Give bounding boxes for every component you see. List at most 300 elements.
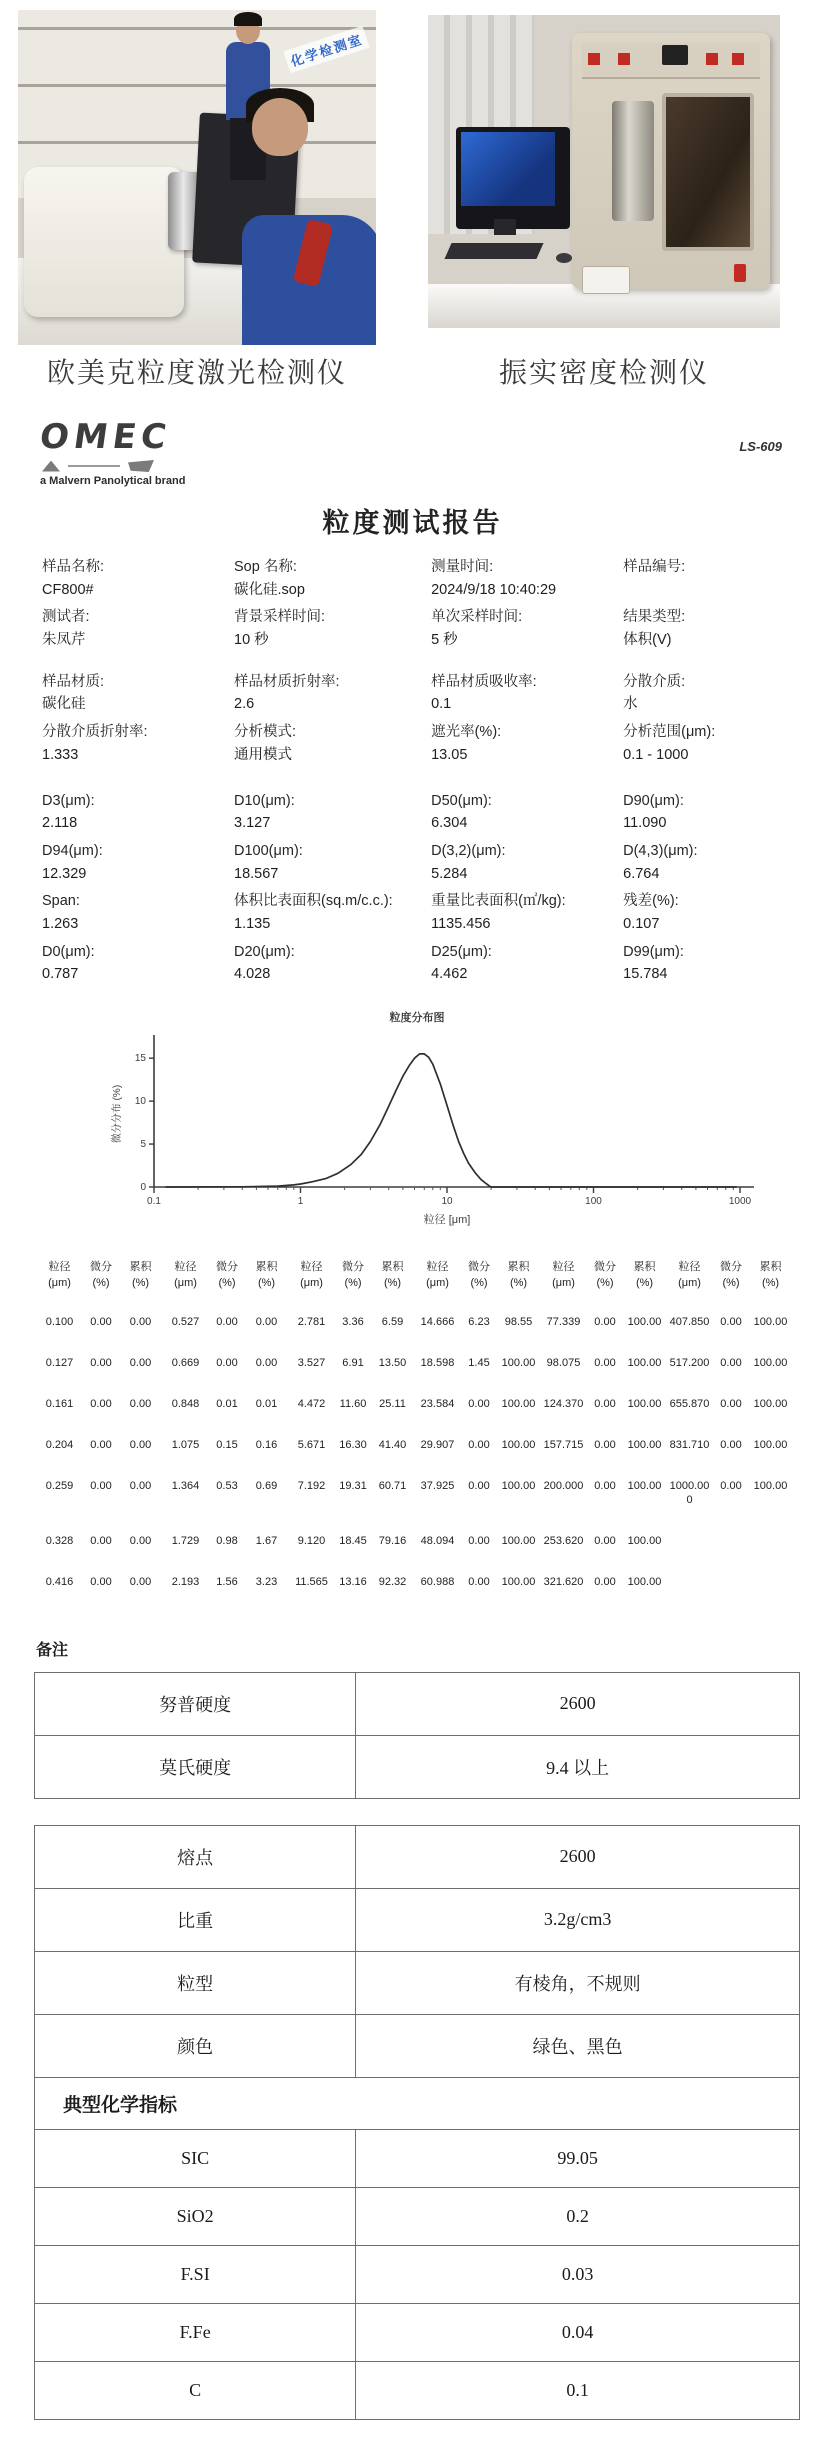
table-cell: 0.00 — [720, 1356, 742, 1369]
chem-section-header: 典型化学指标 — [35, 2077, 800, 2129]
table-cell — [713, 1562, 749, 1603]
table-cell: 0.00 — [468, 1535, 490, 1548]
row-label: 熔点 — [35, 1825, 356, 1888]
table-cell: 5.671 — [297, 1438, 326, 1451]
table-cell: 37.925 — [420, 1479, 455, 1492]
row-value: 2600 — [356, 1672, 800, 1735]
table-cell: 98.55 — [504, 1316, 533, 1329]
info-field — [42, 943, 234, 984]
field-label: D0(μm): — [42, 943, 95, 960]
info-field — [42, 892, 234, 933]
photo-laser-analyzer — [18, 10, 376, 345]
info-field — [623, 842, 800, 883]
table-cell: 0.01 — [255, 1397, 278, 1410]
table-row — [35, 2303, 800, 2361]
field-value: 0.1 - 1000 — [623, 746, 689, 763]
field-label: 结果类型: — [623, 609, 686, 626]
info-field — [431, 943, 623, 984]
logo-mark-icon — [42, 461, 60, 472]
field-value: 2.118 — [42, 815, 78, 832]
row-label: 粒型 — [35, 1951, 356, 2014]
chem-section-header-row — [35, 2077, 800, 2129]
table-cell: 0.16 — [255, 1438, 278, 1451]
table-cell: 0.00 — [720, 1438, 742, 1451]
field-label: 测量时间: — [431, 559, 494, 575]
table-header-cell: 粒径 (μm) — [300, 1261, 323, 1290]
table-cell: 0.00 — [468, 1397, 490, 1410]
table-cell: 0.00 — [720, 1397, 742, 1410]
field-value: 4.028 — [234, 966, 271, 983]
table-cell: 0.00 — [468, 1479, 490, 1492]
table-cell: 0.00 — [720, 1479, 742, 1492]
panel-button — [588, 53, 600, 65]
field-value: 2024/9/18 10:40:29 — [431, 581, 557, 598]
table-cell: 0.00 — [468, 1438, 490, 1451]
table-cell: 0.669 — [171, 1356, 200, 1369]
table-cell: 0.00 — [90, 1438, 112, 1451]
table-cell: 100.00 — [753, 1356, 788, 1369]
table-cell: 1.67 — [255, 1535, 278, 1548]
field-value: CF800# — [42, 581, 94, 598]
field-label: 样品名称: — [42, 559, 105, 575]
table-cell: 0.00 — [720, 1316, 742, 1329]
field-value: 13.05 — [431, 746, 468, 763]
field-value: 0.107 — [623, 916, 660, 932]
distribution-table — [36, 1256, 802, 1603]
field-label: 遮光率(%): — [431, 724, 502, 741]
seated-person-head — [252, 98, 308, 156]
table-cell: 100.00 — [753, 1438, 788, 1451]
info-field — [431, 892, 623, 933]
table-cell: 1000.000 — [669, 1479, 710, 1507]
table-cell: 0.00 — [255, 1316, 278, 1329]
field-value: 6.764 — [623, 865, 660, 882]
table-cell: 0.01 — [216, 1397, 238, 1410]
table-cell: 0.204 — [45, 1438, 74, 1451]
table-cell: 4.472 — [297, 1397, 326, 1410]
field-label: D90(μm): — [623, 792, 684, 809]
table-cell: 0.98 — [216, 1535, 238, 1548]
table-cell: 831.710 — [669, 1438, 710, 1451]
field-value: 6.304 — [431, 815, 468, 832]
panel-display — [662, 45, 688, 65]
info-field — [623, 558, 800, 599]
table-cell: 0.00 — [90, 1576, 112, 1589]
row-label: F.Fe — [35, 2303, 356, 2361]
info-field — [623, 892, 800, 933]
table-cell: 9.120 — [297, 1535, 326, 1548]
table-header-cell: 累积 (%) — [381, 1261, 404, 1290]
table-cell: 11.60 — [339, 1397, 367, 1410]
field-label: 样品材质吸收率: — [431, 673, 537, 690]
table-cell: 0.00 — [594, 1397, 616, 1410]
field-value: 0.787 — [42, 966, 79, 983]
pc-mouse — [556, 253, 572, 263]
table-cell: 13.16 — [339, 1576, 367, 1589]
table-cell: 0.00 — [90, 1316, 112, 1329]
table-cell: 0.00 — [129, 1535, 152, 1548]
table-cell: 0.00 — [594, 1576, 616, 1589]
table-header-cell: 累积 (%) — [633, 1261, 656, 1290]
table-cell — [666, 1521, 713, 1562]
table-cell: 100.00 — [753, 1316, 788, 1329]
info-field — [623, 723, 800, 764]
table-cell: 0.00 — [129, 1479, 152, 1492]
field-value: 12.329 — [42, 865, 87, 882]
table-cell — [749, 1521, 792, 1562]
table-cell: 0.00 — [129, 1397, 152, 1410]
info-field — [234, 943, 431, 984]
table-cell: 3.527 — [297, 1356, 326, 1369]
table-header-cell: 粒径 (μm) — [426, 1261, 449, 1290]
table-cell: 407.850 — [669, 1316, 710, 1329]
table-cell: 1.45 — [468, 1356, 490, 1369]
field-value: 1.135 — [234, 916, 271, 932]
info-field — [42, 673, 234, 714]
table-row — [35, 2245, 800, 2303]
table-cell: 0.328 — [45, 1535, 74, 1548]
table-header-cell: 累积 (%) — [759, 1261, 782, 1290]
field-value: 1.333 — [42, 746, 79, 763]
table-cell: 0.53 — [216, 1479, 238, 1492]
field-label: 样品材质: — [42, 673, 105, 690]
svg-text:1000: 1000 — [728, 1196, 752, 1208]
table-cell: 0.00 — [129, 1356, 152, 1369]
field-value: 2.6 — [234, 696, 255, 713]
table-cell: 0.100 — [45, 1316, 74, 1329]
pc-stand — [494, 219, 516, 235]
table-cell: 29.907 — [420, 1438, 455, 1451]
pc-keyboard — [444, 243, 543, 259]
logo-subtitle: a Malvern Panolytical brand — [40, 475, 186, 487]
table-cell: 1.729 — [171, 1535, 200, 1548]
info-field — [431, 842, 623, 883]
info-field — [42, 723, 234, 764]
table-cell: 0.127 — [45, 1356, 74, 1369]
table-cell: 0.00 — [129, 1316, 152, 1329]
table-cell: 0.259 — [45, 1479, 74, 1492]
field-label: 样品编号: — [623, 559, 686, 575]
field-label: D94(μm): — [42, 843, 103, 860]
table-cell: 0.416 — [45, 1576, 74, 1589]
properties-table — [34, 1825, 800, 2420]
distribution-chart — [0, 993, 830, 1242]
info-field — [234, 892, 431, 933]
table-cell: 6.59 — [381, 1316, 404, 1329]
field-label: D3(μm): — [42, 792, 95, 809]
table-cell: 100.00 — [501, 1535, 536, 1548]
table-header-cell: 微分 (%) — [594, 1261, 616, 1290]
row-value: 99.05 — [356, 2129, 800, 2187]
row-value: 9.4 以上 — [356, 1735, 800, 1798]
table-cell: 1.075 — [171, 1438, 200, 1451]
row-value: 0.2 — [356, 2187, 800, 2245]
table-row — [35, 1951, 800, 2014]
table-cell: 655.870 — [669, 1397, 710, 1410]
row-value: 3.2g/cm3 — [356, 1888, 800, 1951]
table-cell: 0.00 — [468, 1576, 490, 1589]
info-field — [623, 673, 800, 714]
table-cell: 0.00 — [90, 1479, 112, 1492]
row-label: SiO2 — [35, 2187, 356, 2245]
table-header-cell: 微分 (%) — [90, 1261, 112, 1290]
table-header-cell: 粒径 (μm) — [48, 1261, 71, 1290]
table-cell: 100.00 — [627, 1479, 662, 1492]
info-basic-grid — [0, 558, 830, 659]
svg-text:10: 10 — [134, 1096, 146, 1108]
table-cell: 157.715 — [543, 1438, 584, 1451]
field-value: 碳化硅.sop — [234, 581, 305, 598]
table-cell: 0.848 — [171, 1397, 200, 1410]
table-header-cell: 粒径 (μm) — [174, 1261, 197, 1290]
field-value: 0.1 — [431, 696, 452, 713]
row-value: 0.03 — [356, 2245, 800, 2303]
table-cell: 1.56 — [216, 1576, 238, 1589]
table-cell: 0.00 — [216, 1316, 238, 1329]
table-row — [35, 2187, 800, 2245]
field-label: 单次采样时间: — [431, 609, 523, 626]
row-value: 绿色、黑色 — [356, 2014, 800, 2077]
pc-screen — [461, 132, 555, 206]
field-label: 样品材质折射率: — [234, 673, 340, 690]
table-cell: 0.00 — [90, 1397, 112, 1410]
laser-analyzer-body — [24, 167, 184, 317]
table-cell: 79.16 — [378, 1535, 407, 1548]
table-cell: 0.00 — [594, 1438, 616, 1451]
hardness-table — [34, 1672, 800, 1799]
table-cell: 0.00 — [129, 1438, 152, 1451]
field-label: 分散介质: — [623, 673, 686, 690]
field-label: 分散介质折射率: — [42, 724, 148, 741]
svg-text:0.1: 0.1 — [147, 1196, 161, 1208]
table-cell: 0.00 — [90, 1535, 112, 1548]
report-title: 粒度测试报告 — [322, 508, 503, 538]
photos-row — [0, 0, 830, 345]
table-cell: 48.094 — [420, 1535, 455, 1548]
table-cell: 100.00 — [501, 1576, 536, 1589]
table-cell: 14.666 — [420, 1316, 455, 1329]
info-field — [431, 558, 623, 599]
logo-mark-icon — [128, 460, 154, 472]
field-label: D(3,2)(μm): — [431, 843, 506, 860]
field-label: 残差(%): — [623, 893, 679, 910]
info-field — [431, 723, 623, 764]
svg-text:100: 100 — [585, 1196, 602, 1208]
svg-text:0: 0 — [140, 1182, 146, 1194]
info-material-grid — [0, 673, 830, 774]
info-field — [431, 792, 623, 833]
table-cell: 92.32 — [378, 1576, 407, 1589]
table-cell: 0.00 — [594, 1356, 616, 1369]
chart-title: 粒度分布图 — [389, 1012, 445, 1025]
table-header-cell: 微分 (%) — [342, 1261, 364, 1290]
svg-text:1: 1 — [297, 1196, 304, 1208]
field-label: D(4,3)(μm): — [623, 843, 698, 860]
svg-text:15: 15 — [134, 1053, 146, 1065]
row-label: 比重 — [35, 1888, 356, 1951]
table-cell: 100.00 — [501, 1397, 536, 1410]
standing-person-hair — [234, 12, 262, 26]
field-value: 15.784 — [623, 966, 668, 983]
table-cell — [666, 1562, 713, 1603]
field-value: 碳化硅 — [42, 696, 86, 713]
table-cell: 3.23 — [255, 1576, 278, 1589]
info-field — [42, 558, 234, 599]
tester-window — [662, 93, 754, 251]
info-field — [234, 842, 431, 883]
table-cell: 0.00 — [90, 1356, 112, 1369]
info-field — [234, 608, 431, 649]
table-cell: 2.193 — [171, 1576, 200, 1589]
instrument-model-code: LS-609 — [739, 439, 782, 454]
row-value: 有棱角，不规则 — [356, 1951, 800, 2014]
field-label: 分析范围(μm): — [623, 724, 716, 741]
table-header-cell: 粒径 (μm) — [552, 1261, 575, 1290]
row-label: C — [35, 2361, 356, 2419]
logo-mark-line — [68, 465, 120, 467]
table-cell: 3.36 — [342, 1316, 364, 1329]
table-row — [35, 1825, 800, 1888]
info-field — [42, 608, 234, 649]
table-cell: 100.00 — [627, 1356, 662, 1369]
table-header-cell: 粒径 (μm) — [678, 1261, 701, 1290]
table-cell: 0.527 — [171, 1316, 200, 1329]
info-field — [42, 842, 234, 883]
omec-logo: OMEC — [37, 417, 174, 457]
info-dvalues-grid — [0, 792, 830, 994]
panel-button — [732, 53, 744, 65]
row-label: SIC — [35, 2129, 356, 2187]
field-label: D50(μm): — [431, 792, 492, 809]
table-row — [35, 1672, 800, 1735]
table-cell: 23.584 — [420, 1397, 455, 1410]
table-row — [35, 2361, 800, 2419]
pc-monitor — [456, 127, 570, 229]
field-value: 5.284 — [431, 865, 468, 882]
info-field — [623, 608, 800, 649]
table-cell: 100.00 — [753, 1479, 788, 1492]
table-cell: 253.620 — [543, 1535, 584, 1548]
table-cell: 517.200 — [669, 1356, 710, 1369]
table-cell: 100.00 — [627, 1316, 662, 1329]
tester-switch — [734, 264, 746, 282]
table-row — [35, 2014, 800, 2077]
field-label: D99(μm): — [623, 943, 684, 960]
table-cell: 100.00 — [501, 1438, 536, 1451]
table-cell: 100.00 — [627, 1438, 662, 1451]
info-field — [623, 792, 800, 833]
report-header — [0, 391, 830, 540]
table-cell: 60.988 — [420, 1576, 455, 1589]
row-value: 2600 — [356, 1825, 800, 1888]
panel-button — [618, 53, 630, 65]
svg-text:5: 5 — [140, 1139, 146, 1151]
table-header-cell: 微分 (%) — [720, 1261, 742, 1290]
table-cell — [713, 1521, 749, 1562]
table-header-cell: 微分 (%) — [216, 1261, 238, 1290]
table-cell: 60.71 — [378, 1479, 407, 1492]
table-row — [35, 1888, 800, 1951]
table-row — [35, 1735, 800, 1798]
table-cell: 16.30 — [339, 1438, 367, 1451]
info-field — [431, 673, 623, 714]
field-label: 体积比表面积(sq.m/c.c.): — [234, 893, 393, 910]
remark-label: 备注 — [36, 1641, 69, 1659]
table-cell: 100.00 — [501, 1356, 536, 1369]
table-cell: 77.339 — [546, 1316, 581, 1329]
info-field — [234, 792, 431, 833]
info-field — [431, 608, 623, 649]
row-label: 颜色 — [35, 2014, 356, 2077]
field-label: D10(μm): — [234, 792, 295, 809]
tester-chamber — [612, 101, 654, 221]
table-header-cell: 累积 (%) — [255, 1261, 278, 1290]
caption-tap-density: 振实密度检测仪 — [498, 357, 709, 388]
caption-laser-analyzer: 欧美克粒度激光检测仪 — [46, 357, 347, 388]
table-cell: 41.40 — [378, 1438, 407, 1451]
table-cell: 13.50 — [378, 1356, 407, 1369]
table-cell — [749, 1562, 792, 1603]
row-value: 0.1 — [356, 2361, 800, 2419]
row-label: 莫氏硬度 — [35, 1735, 356, 1798]
table-cell: 6.23 — [468, 1316, 490, 1329]
table-cell: 0.161 — [45, 1397, 74, 1410]
table-cell: 321.620 — [543, 1576, 584, 1589]
svg-text:微分分布 (%): 微分分布 (%) — [112, 1085, 123, 1144]
field-label: 测试者: — [42, 609, 90, 626]
field-value: 朱凤芹 — [42, 631, 86, 648]
table-cell: 18.598 — [420, 1356, 455, 1369]
table-cell: 98.075 — [546, 1356, 581, 1369]
table-cell: 11.565 — [295, 1576, 328, 1589]
field-label: 背景采样时间: — [234, 609, 326, 626]
table-cell: 100.00 — [627, 1397, 662, 1410]
field-value: 1.263 — [42, 916, 79, 932]
table-header-cell: 微分 (%) — [468, 1261, 490, 1290]
table-cell: 18.45 — [339, 1535, 367, 1548]
row-label: 努普硬度 — [35, 1672, 356, 1735]
field-value: 体积(V) — [623, 631, 672, 648]
field-value: 18.567 — [234, 865, 279, 882]
table-cell: 19.31 — [339, 1479, 367, 1492]
photo-tap-density-tester — [428, 15, 780, 328]
table-cell: 0.00 — [594, 1479, 616, 1492]
table-cell: 100.00 — [627, 1576, 662, 1589]
field-value: 1135.456 — [431, 916, 491, 932]
field-label: Span: — [42, 893, 80, 910]
table-cell: 1.364 — [171, 1479, 200, 1492]
field-value: 11.090 — [623, 815, 667, 832]
panel-button — [706, 53, 718, 65]
field-label: 重量比表面积(㎡/kg): — [431, 893, 566, 910]
table-cell: 100.00 — [627, 1535, 662, 1548]
field-value: 10 秒 — [234, 631, 269, 648]
tester-printer — [582, 266, 630, 294]
field-value: 通用模式 — [234, 746, 293, 763]
table-cell: 0.00 — [594, 1535, 616, 1548]
logo-marks — [42, 459, 785, 473]
info-field — [623, 943, 800, 984]
table-cell: 100.00 — [753, 1397, 788, 1410]
field-label: Sop 名称: — [234, 559, 297, 575]
info-field — [234, 558, 431, 599]
info-field — [234, 673, 431, 714]
table-cell: 2.781 — [297, 1316, 326, 1329]
field-label: D25(μm): — [431, 943, 492, 960]
table-cell: 124.370 — [543, 1397, 584, 1410]
svg-text:粒径 [μm]: 粒径 [μm] — [423, 1214, 471, 1227]
field-value: 4.462 — [431, 966, 468, 983]
